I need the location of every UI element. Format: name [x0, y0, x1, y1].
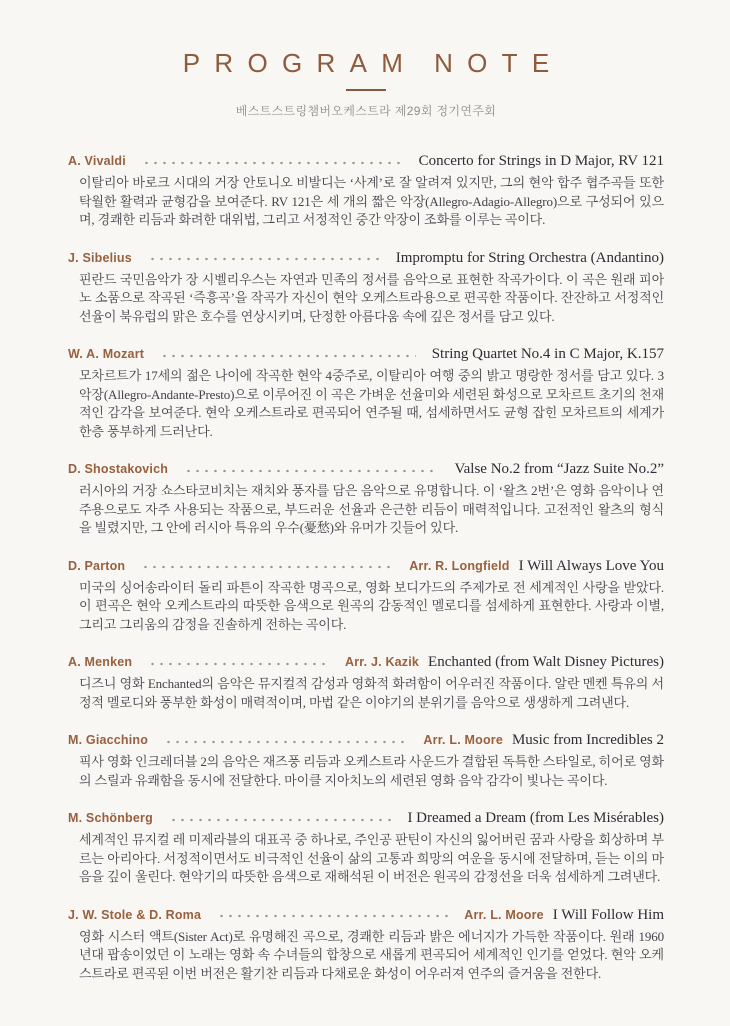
piece-title: Concerto for Strings in D Major, RV 121 [418, 153, 664, 169]
dotted-leader [164, 740, 407, 744]
arranger-name: Arr. L. Moore [464, 907, 544, 922]
entry-header [68, 810, 664, 827]
piece-description: 디즈니 영화 Enchanted의 음악은 뮤지컬적 감성과 영화적 화려함이 어우러진 작품이다. 알란 멘켄 특유의 서정적 멜로디와 풍부한 화성이 매력적이며, 마법 같은 이야기의 분위기를 음악으로 생생하게 그려낸다. [79, 676, 664, 710]
program-entry [68, 346, 664, 441]
program-entry [68, 461, 664, 538]
piece-description: 픽사 영화 인크레더블 2의 음악은 재즈풍 리듬과 오케스트라 사운드가 결합된 독특한 스타일로, 히어로 영화의 스릴과 유쾌함을 동시에 전달한다. 마이클 지아치노의 세련된 영화 음악 감각이 빛나는 곡이다. [79, 754, 664, 788]
composer-name: J. W. Stole & D. Roma [68, 907, 202, 922]
title-divider [346, 89, 386, 91]
dotted-leader [148, 662, 329, 666]
arranger-name: Arr. J. Kazik [345, 655, 420, 670]
dotted-leader [184, 469, 438, 473]
page-title: PROGRAM NOTE [182, 48, 564, 78]
piece-description: 모차르트가 17세의 젊은 나이에 작곡한 현악 4중주로, 이탈리아 여행 중의 밝고 명랑한 정서를 담고 있다. 3악장(Allegro-Andante-Presto)으로 이루어진 이 곡은 가벼운 선율미와 세련된 화성으로 모차르트 초기의 천재적인 감각을 보여준다. 현악 오케스트라로 편곡되어 연주될 때, 섬세하면서도 균형 잡힌 모차르트의 세계가 한층 풍부하게 드러난다. [79, 368, 664, 439]
title-group [396, 250, 664, 267]
masthead [68, 48, 664, 119]
piece-description: 영화 시스터 액트(Sister Act)로 유명해진 곡으로, 경쾌한 리듬과 밝은 에너지가 가득한 작품이다. 원래 1960년대 팝송이었던 이 노래는 영화 속 수녀들의 합창으로 새롭게 편곡되어 세계적인 인기를 얻었다. 현악 오케스트라로 편곡된 이번 버전은 활기찬 리듬과 다채로운 화성이 어우러져 연주의 즐거움을 전한다. [79, 928, 664, 981]
piece-description: 세계적인 뮤지컬 레 미제라블의 대표곡 중 하나로, 주인공 판틴이 자신의 잃어버린 꿈과 사랑을 회상하며 부르는 아리아다. 서정적이면서도 비극적인 선율이 삶의 고통과 희망의 여운을 동시에 전달하며, 듣는 이의 마음을 깊이 울린다. 현악기의 따뜻한 음색으로 재해석된 이 버전은 원곡의 감정선을 더욱 섬세하게 그려낸다. [79, 832, 664, 885]
title-group [407, 810, 664, 827]
piece-title: Valse No.2 from “Jazz Suite No.2” [454, 461, 664, 478]
piece-description: 러시아의 거장 쇼스타코비치는 재치와 풍자를 담은 음악으로 유명합니다. 이 ‘왈츠 2번’은 영화 음악이나 연주용으로도 자주 사용되는 작품으로, 부드러운 선율과 은근한 리듬이 매력적입니다. 고전적인 왈츠의 형식을 빌렸지만, 그 안에 러시아 특유의 우수(憂愁)와 유머가 깃들어 있다. [79, 483, 664, 536]
dotted-leader [217, 914, 448, 918]
composer-name: D. Parton [68, 558, 126, 573]
entry-header [68, 461, 664, 478]
entry-header [68, 346, 664, 363]
piece-title: I Will Follow Him [552, 906, 664, 923]
piece-description: 미국의 싱어송라이터 돌리 파튼이 작곡한 명곡으로, 영화 보디가드의 주제가로 전 세계적인 사랑을 받았다. 이 편곡은 현악 오케스트라의 따뜻한 음색으로 원곡의 감동적인 멜로디를 섬세하게 표현한다. 사랑과 이별, 그리고 그리움의 감정을 진솔하게 전하는 곡이다. [79, 579, 664, 632]
program-entry [68, 250, 664, 327]
composer-name: D. Shostakovich [68, 462, 169, 477]
entry-header [68, 250, 664, 267]
concert-subtitle: 베스트스트링챔버오케스트라 제29회 정기연주회 [235, 104, 497, 118]
entry-header [68, 153, 664, 170]
piece-title: Music from Incredibles 2 [511, 732, 664, 749]
composer-name: A. Vivaldi [68, 154, 126, 168]
arranger-name: Arr. L. Moore [423, 733, 503, 748]
piece-title: String Quartet No.4 in C Major, K.157 [431, 346, 664, 363]
piece-title: Enchanted (from Walt Disney Pictures) [428, 654, 664, 671]
title-group [345, 654, 664, 671]
piece-title: Impromptu for String Orchestra (Andantino) [395, 249, 664, 266]
title-group [419, 153, 664, 170]
dotted-leader [148, 257, 380, 261]
dotted-leader [142, 161, 403, 165]
composer-name: W. A. Mozart [68, 347, 145, 362]
title-group [409, 558, 664, 575]
program-entry [68, 810, 664, 887]
composer-name: A. Menken [68, 655, 133, 670]
title-group [454, 461, 664, 478]
entry-header [68, 907, 664, 924]
program-entry [68, 558, 664, 635]
piece-description: 이탈리아 바로크 시대의 거장 안토니오 비발디는 ‘사계’로 잘 알려져 있지만, 그의 현악 합주 협주곡들 또한 탁월한 활력과 균형감을 보여준다. RV 121은 세 개의 짧은 악장(Allegro-Adagio-Allegro)으로 구성되어 있으며, 경쾌한 리듬과 화려한 대위법, 그리고 서정적인 중간 악장이 조화를 이루는 곡이다. [79, 175, 664, 228]
program-entry [68, 732, 664, 790]
composer-name: M. Schönberg [68, 811, 153, 826]
program-entry [68, 907, 664, 984]
dotted-leader [169, 818, 392, 822]
arranger-name: Arr. R. Longfield [409, 558, 510, 573]
dotted-leader [141, 565, 393, 569]
piece-title: I Will Always Love You [518, 557, 664, 574]
entry-header [68, 732, 664, 749]
dotted-leader [160, 354, 416, 358]
composer-name: M. Giacchino [68, 733, 149, 748]
title-group [423, 732, 664, 749]
piece-description: 핀란드 국민음악가 장 시벨리우스는 자연과 민족의 정서를 음악으로 표현한 작곡가이다. 이 곡은 원래 피아노 소품으로 작곡된 ‘즉흥곡’을 작곡가 자신이 현악 오케스트라용으로 편곡한 작품이다. 잔잔하고 서정적인 선율이 북유럽의 맑은 호수를 연상시키며, 단정한 아름다움 속에 깊은 정서를 담고 있다. [79, 271, 664, 324]
program-entry [68, 153, 664, 230]
composer-name: J. Sibelius [68, 250, 132, 265]
entry-header [68, 558, 664, 575]
program-entry [68, 654, 664, 712]
program-entry-list [68, 153, 664, 983]
piece-title: I Dreamed a Dream (from Les Misérables) [407, 810, 664, 827]
title-group [464, 907, 664, 924]
entry-header [68, 654, 664, 671]
title-group [432, 346, 664, 363]
